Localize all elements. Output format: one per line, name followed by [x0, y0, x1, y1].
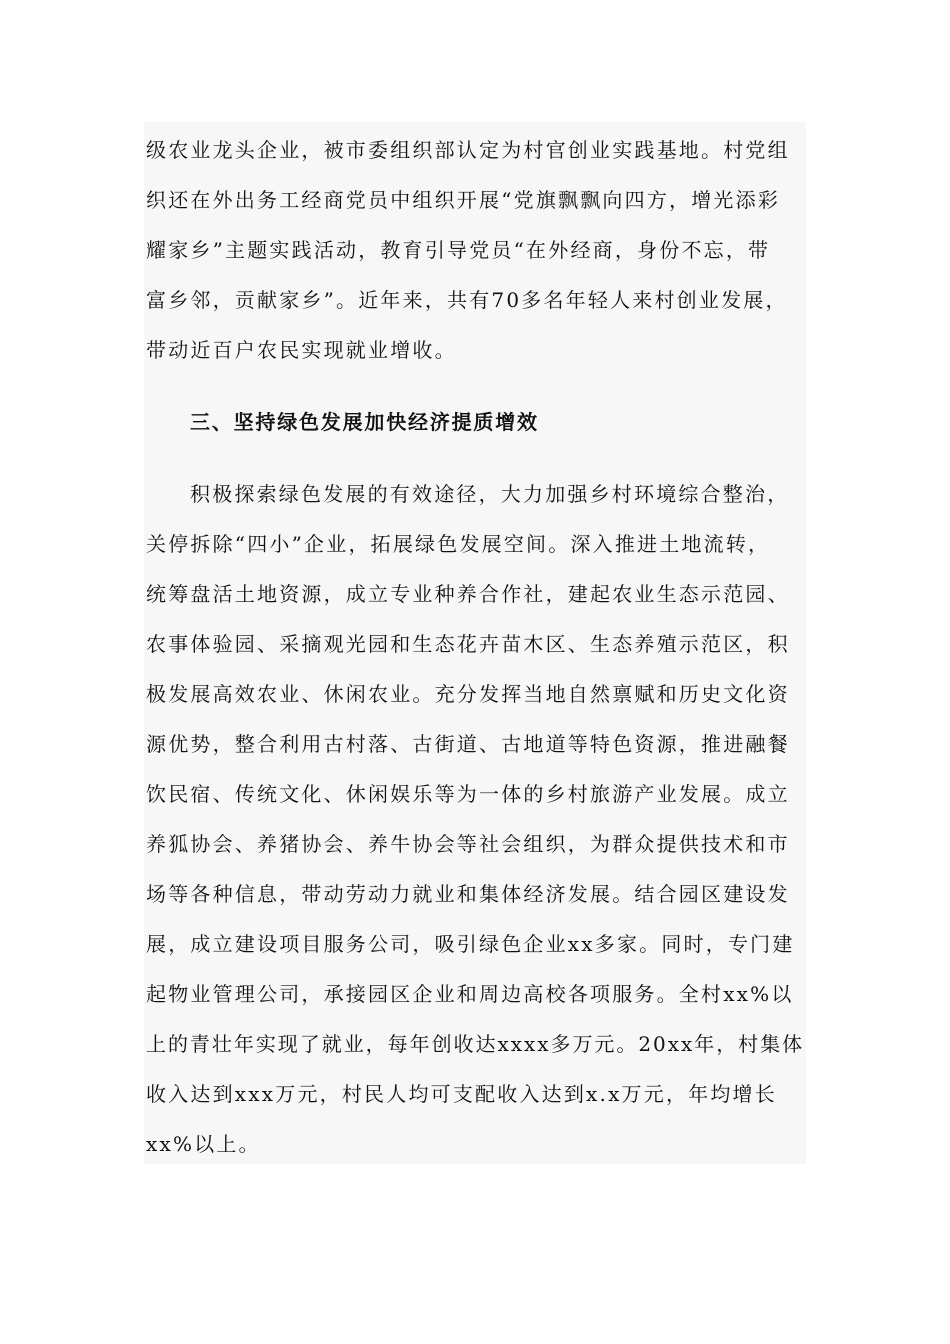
paragraph-2-line-14: xx%以上。 — [146, 1132, 261, 1156]
paragraph-1-line-5: 带动近百户农民实现就业增收。 — [146, 338, 457, 362]
paragraph-2-line-3: 统筹盘活土地资源，成立专业种养合作社，建起农业生态示范园、 — [146, 582, 790, 606]
paragraph-2-line-13: 收入达到xxx万元，村民人均可支配收入达到x.x万元，年均增长 — [146, 1082, 777, 1106]
paragraph-2-line-4: 农事体验园、采摘观光园和生态花卉苗木区、生态养殖示范区，积 — [146, 632, 790, 656]
paragraph-2-line-1: 积极探索绿色发展的有效途径，大力加强乡村环境综合整治， — [190, 482, 790, 506]
paragraph-2-line-6: 源优势，整合利用古村落、古街道、古地道等特色资源，推进融餐 — [146, 732, 790, 756]
paragraph-2-line-10: 展，成立建设项目服务公司，吸引绿色企业xx多家。同时，专门建 — [146, 932, 795, 956]
paragraph-2-line-9: 场等各种信息，带动劳动力就业和集体经济发展。结合园区建设发 — [146, 882, 790, 906]
paragraph-2-line-7: 饮民宿、传统文化、休闲娱乐等为一体的乡村旅游产业发展。成立 — [146, 782, 790, 806]
paragraph-2-line-8: 养狐协会、养猪协会、养牛协会等社会组织，为群众提供技术和市 — [146, 832, 790, 856]
paragraph-1-line-1: 级农业龙头企业，被市委组织部认定为村官创业实践基地。村党组 — [146, 138, 790, 162]
paragraph-1-line-4: 富乡邻，贡献家乡”。近年来，共有70多名年轻人来村创业发展， — [146, 288, 788, 312]
paragraph-2-line-11: 起物业管理公司，承接园区企业和周边高校各项服务。全村xx%以 — [146, 982, 794, 1006]
paragraph-1-line-3: 耀家乡”主题实践活动，教育引导党员“在外经商，身份不忘，带 — [146, 238, 771, 262]
paragraph-1-line-2: 织还在外出务工经商党员中组织开展“党旗飘飘向四方，增光添彩 — [146, 188, 781, 212]
paragraph-2-line-2: 关停拆除“四小”企业，拓展绿色发展空间。深入推进土地流转， — [146, 532, 771, 556]
paragraph-2-line-12: 上的青壮年实现了就业，每年创收达xxxx多万元。20xx年，村集体 — [146, 1032, 805, 1056]
paragraph-2-line-5: 极发展高效农业、休闲农业。充分发挥当地自然禀赋和历史文化资 — [146, 682, 790, 706]
section-heading: 三、坚持绿色发展加快经济提质增效 — [190, 410, 539, 434]
